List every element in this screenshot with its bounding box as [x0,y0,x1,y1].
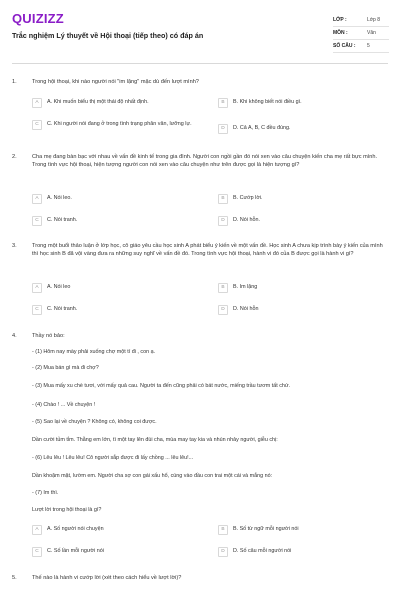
option-letter: B [218,98,228,108]
meta-value: 5 [367,43,370,49]
dialogue-line: - (6) Lêu lêu ! Lêu lêu! Cô người sắp được đi lấy chồng ... lêu lêu!... [32,455,194,461]
option-text: A. Số người nói chuyện [47,525,104,532]
question-1 [12,79,388,139]
option-text: B. Im lặng [233,283,258,290]
meta-row-subject [333,27,389,40]
option-d[interactable] [218,216,388,226]
option-letter: D [218,216,228,226]
meta-row-count [333,40,389,53]
question-prompt: Lượt lời trong hội thoại là gì? [32,507,102,513]
option-letter: C [32,120,42,130]
option-a[interactable] [32,194,202,204]
dialogue-line: - (7) Im thì. [32,490,59,496]
question-number: 2. [12,154,17,160]
option-text: B. Cướp lời. [233,194,263,201]
question-3 [12,243,388,323]
question-4 [12,333,388,565]
question-number: 1. [12,79,17,85]
option-text: A. Nói leo. [47,194,72,201]
header-divider [12,63,388,64]
option-letter: D [218,305,228,315]
option-text: D. Nói hỗn. [233,216,260,223]
option-text: C. Nói tranh. [47,216,78,223]
option-c[interactable] [32,305,202,315]
option-b[interactable] [218,98,388,108]
narration-line: Dần khoặm mặt, lườm em. Người cha sợ con gái xấu hổ, cúng vào đầu con trai một cái và mắng nó: [32,473,273,479]
dialogue-line: - (1) Hôm nay mày phải xuống chợ một tí đi , con ạ. [32,349,156,355]
option-letter: A [32,283,42,293]
question-number: 3. [12,243,17,249]
dialogue-line: - (4) Chào ! ... Về chuyện ! [32,402,96,408]
dialogue-line: - (2) Mua bán gì mà đi chợ? [32,365,99,371]
worksheet-title: Trắc nghiệm Lý thuyết về Hội thoại (tiếp theo) có đáp án [12,31,204,40]
meta-row-class [333,14,389,27]
option-letter: B [218,283,228,293]
question-2 [12,154,388,234]
meta-key: MÔN : [333,30,348,36]
option-b[interactable] [218,283,388,293]
question-text: Cha mẹ đang bàn bạc với nhau về vấn đề kinh tế trong gia đình. Người con ngồi gần đó nói xen vào câu chuyện kiến cha mẹ rất bực mình. Trong tình vực hội thoại, hiện tượng người con nói xen vào câu chuyện như trên được gọi là hiện tượng gì? [32,154,378,168]
option-d[interactable] [218,305,388,315]
option-text: C. Khi người nói đang ở trong tình trạng phân vân, lưỡng lự. [47,120,192,127]
option-text: B. Khi không biết nói điều gì. [233,98,302,105]
option-letter: C [32,305,42,315]
quizizz-logo: QUIZIZZ [12,11,64,26]
option-text: D. Số câu mỗi người nói [233,547,292,554]
option-a[interactable] [32,525,202,535]
option-b[interactable] [218,194,388,204]
option-letter: D [218,547,228,557]
dialogue-line: - (3) Mua mấy xu chè tươi, với mấy quả cau. Người ta đến cũng phải có bát nước, miếng trầu tươm tất chứ. [32,383,291,389]
question-text: Trong một buổi thảo luận ở lớp học, cô giáo yêu cầu học sinh A phát biểu ý kiến về một vấn đề. Học sinh A chưa kịp trình bày ý kiến của mình thì học sinh B đã vội vàng đưa ra những suy nghĩ về vấn đề đó. Trong tình vực hội thoại, hành vi đó của B được gọi là hành vi gì? [32,243,383,257]
option-a[interactable] [32,98,202,108]
question-text: Trong hội thoại, khi nào người nói "im lặng" mặc dù đến lượt mình? [32,79,199,85]
option-letter: A [32,525,42,535]
option-d[interactable] [218,547,388,557]
option-letter: A [32,98,42,108]
question-text: Thế nào là hành vi cướp lời (xét theo cách hiểu về lượt lời)? [32,575,182,581]
option-text: C. Nói tranh. [47,305,78,312]
option-b[interactable] [218,525,388,535]
option-c[interactable] [32,547,202,557]
meta-value: Lớp 8 [367,17,381,23]
option-letter: B [218,525,228,535]
header [0,0,400,64]
question-number: 4. [12,333,17,339]
option-c[interactable] [32,120,202,130]
option-letter: A [32,194,42,204]
option-text: C. Số lần mỗi người nói [47,547,104,554]
meta-table [333,14,389,53]
option-c[interactable] [32,216,202,226]
option-letter: D [218,124,228,134]
option-text: D. Cả A, B, C đều đúng. [233,124,291,131]
question-5 [12,575,388,595]
question-text: Thầy nó bảo: [32,333,65,339]
question-number: 5. [12,575,17,581]
option-letter: C [32,547,42,557]
option-text: B. Số từ ngữ mỗi người nói [233,525,299,532]
option-text: D. Nói hỗn [233,305,259,312]
option-a[interactable] [32,283,202,293]
option-text: A. Nói leo [47,283,71,290]
narration-line: Dần cười tủm tỉm. Thằng em lớn, tì một tay lên đùi cha, mùa may tay kia và nhún nhảy người, giễu chị: [32,437,278,443]
meta-key: SỐ CÂU : [333,43,356,49]
dialogue-line: - (5) Sao lại về chuyện ? Không có, không coi được. [32,419,157,425]
option-text: A. Khi muốn biểu thị một thái độ nhất định. [47,98,149,105]
option-d[interactable] [218,124,388,134]
option-letter: C [32,216,42,226]
meta-key: LỚP : [333,17,347,23]
option-letter: B [218,194,228,204]
meta-value: Văn [367,30,376,36]
